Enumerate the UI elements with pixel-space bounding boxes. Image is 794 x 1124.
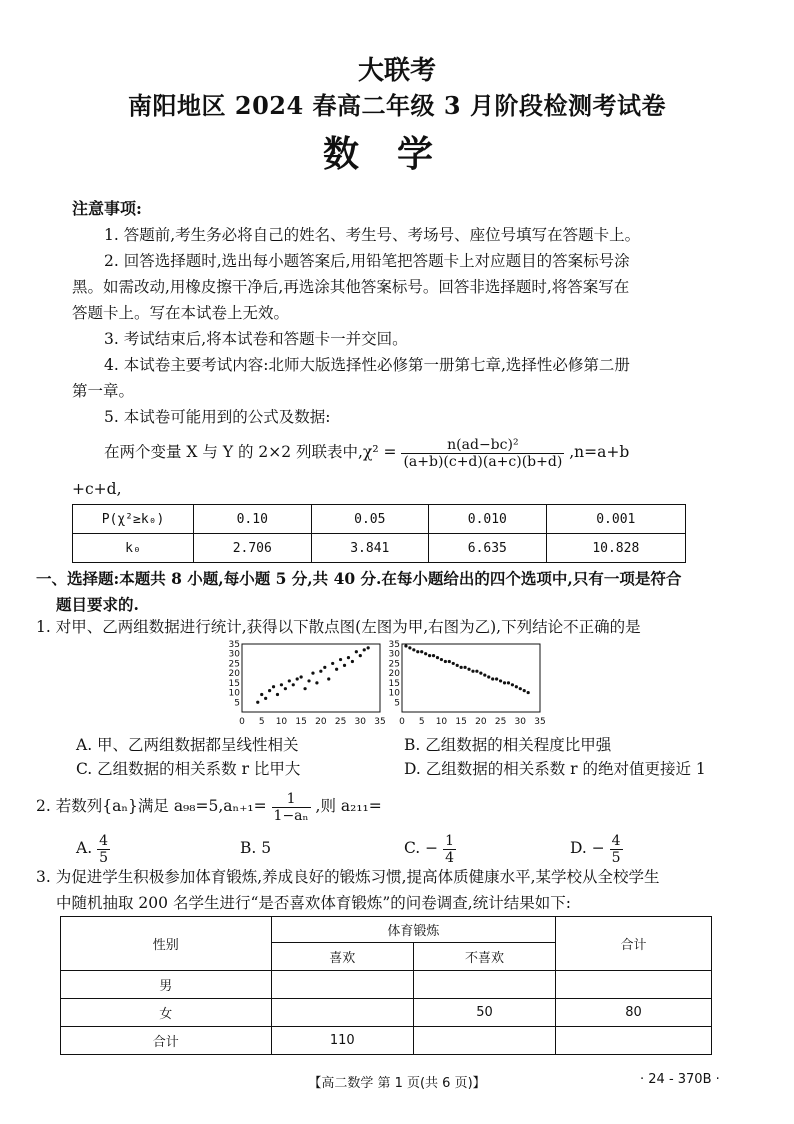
y-tick-label: 25 — [388, 659, 400, 670]
data-point — [288, 679, 291, 682]
data-point — [272, 685, 275, 688]
x-tick-label: 20 — [475, 717, 487, 727]
q2-option-c-num: 1 — [445, 832, 455, 849]
data-point — [412, 648, 415, 651]
data-point — [408, 646, 411, 649]
data-point — [440, 658, 443, 661]
q2-option-c — [404, 830, 456, 866]
x-tick-label: 25 — [494, 717, 507, 727]
formula-numerator: n(ad−bc)² — [401, 437, 564, 454]
data-point — [404, 644, 407, 647]
q2-option-a-label: A. — [76, 839, 93, 857]
y-tick-label: 20 — [228, 669, 240, 680]
scatter-chart-jia — [226, 640, 386, 727]
data-point — [268, 689, 271, 692]
notice-item-4-line-1: 4. 本试卷主要考试内容:北师大版选择性必修第一册第七章,选择性必修第二册 — [104, 356, 630, 374]
data-point — [479, 672, 482, 675]
data-point — [436, 656, 439, 659]
x-tick-label: 5 — [418, 717, 425, 727]
data-point — [515, 685, 518, 688]
y-tick-label: 15 — [228, 678, 240, 689]
notice-title: 注意事项: — [72, 199, 142, 218]
y-tick-label: 30 — [228, 649, 240, 660]
data-point — [363, 648, 366, 651]
critical-value-table — [72, 504, 686, 563]
x-tick-label: 15 — [455, 717, 467, 727]
x-tick-label: 25 — [334, 717, 347, 727]
notice-item-2-line-3: 答题卡上。写在本试卷上无效。 — [72, 304, 290, 322]
table-header-exercise: 体育锻炼 — [271, 917, 556, 943]
data-point — [507, 681, 510, 684]
data-point — [256, 701, 259, 704]
q2-stem — [36, 788, 382, 824]
paper-code: · 24 - 370B · — [640, 1072, 720, 1087]
data-point — [460, 666, 463, 669]
table-cell: 0.010 — [429, 505, 547, 534]
scatter-chart-yi — [386, 640, 546, 727]
x-tick-label: 35 — [374, 717, 386, 727]
data-point — [487, 675, 490, 678]
x-tick-label: 20 — [315, 717, 327, 727]
table-cell: 50 — [413, 999, 555, 1027]
data-point — [503, 681, 506, 684]
chart-frame-yi — [402, 644, 540, 712]
data-point — [296, 677, 299, 680]
q2-recurrence-fraction — [272, 791, 311, 824]
q2-option-a-num: 4 — [99, 832, 108, 849]
q2-option-b: B. 5 — [240, 839, 272, 857]
notice-item-2-line-2: 黑。如需改动,用橡皮擦干净后,再选涂其他答案标号。回答非选择题时,将答案写在 — [72, 278, 630, 296]
y-tick-label: 35 — [228, 640, 240, 650]
q3-stem-line-1: 3. 为促进学生积极参加体育锻炼,养成良好的锻炼习惯,提高体质健康水平,某学校从全校学生 — [36, 868, 660, 886]
data-point — [367, 646, 370, 649]
notice-item-4-line-2: 第一章。 — [72, 382, 135, 400]
notice-item-2-line-1: 2. 回答选择题时,选出每小题答案后,用铅笔把答题卡上对应题目的答案标号涂 — [104, 252, 630, 270]
notice-item-3: 3. 考试结束后,将本试卷和答题卡一并交回。 — [104, 330, 408, 348]
q1-option-a: A. 甲、乙两组数据都呈线性相关 — [76, 736, 299, 754]
table-row — [61, 1027, 712, 1055]
x-tick-label: 5 — [258, 717, 265, 727]
page-footer: 【高二数学 第 1 页(共 6 页)】 — [308, 1076, 486, 1091]
table-cell: 合计 — [61, 1027, 272, 1055]
formula-prefix: 在两个变量 X 与 Y 的 2×2 列联表中,χ² = — [104, 443, 397, 461]
data-point — [491, 677, 494, 680]
table-cell — [271, 999, 413, 1027]
table-cell: 男 — [61, 971, 272, 999]
data-point — [343, 664, 346, 667]
data-point — [483, 673, 486, 676]
data-point — [351, 660, 354, 663]
x-tick-label: 0 — [239, 717, 245, 727]
section-1-heading: 一、选择题:本题共 8 小题,每小题 5 分,共 40 分.在每小题给出的四个选项中,只有一项是符合 — [36, 569, 682, 588]
q1-stem: 1. 对甲、乙两组数据进行统计,获得以下散点图(左图为甲,右图为乙),下列结论不正确的是 — [36, 618, 641, 636]
q2-option-a-fraction — [97, 833, 110, 866]
q3-stem-line-2: 中随机抽取 200 名学生进行“是否喜欢体育锻炼”的问卷调查,统计结果如下: — [56, 894, 571, 912]
data-point — [523, 689, 526, 692]
data-point — [331, 662, 334, 665]
x-tick-label: 30 — [354, 717, 367, 727]
q2-option-d-label: D. − — [570, 839, 605, 857]
q2-frac-denominator: 1−aₙ — [273, 807, 309, 824]
table-cell — [556, 971, 712, 999]
data-point — [280, 683, 283, 686]
survey-contingency-table — [60, 916, 712, 1055]
data-point — [276, 693, 279, 696]
table-cell: 10.828 — [546, 534, 685, 563]
data-point — [307, 679, 310, 682]
q2-frac-numerator: 1 — [272, 791, 311, 808]
data-point — [519, 687, 522, 690]
formula-fraction — [401, 437, 564, 470]
table-cell: 女 — [61, 999, 272, 1027]
x-tick-label: 30 — [514, 717, 527, 727]
notice-item-1: 1. 答题前,考生务必将自己的姓名、考生号、考场号、座位号填写在答题卡上。 — [104, 226, 641, 244]
y-tick-label: 10 — [388, 688, 400, 699]
table-row — [73, 505, 686, 534]
chart-frame-jia — [242, 644, 380, 712]
x-tick-label: 0 — [399, 717, 405, 727]
data-point — [323, 666, 326, 669]
data-point — [428, 654, 431, 657]
data-point — [527, 691, 530, 694]
data-point — [300, 675, 303, 678]
table-cell — [413, 1027, 555, 1055]
data-point — [416, 650, 419, 653]
data-point — [292, 683, 295, 686]
table-cell — [413, 971, 555, 999]
y-tick-label: 5 — [394, 698, 400, 709]
exam-title: 南阳地区 2024 春高二年级 3 月阶段检测考试卷 — [128, 91, 666, 120]
q2-stem-prefix: 2. 若数列{aₙ}满足 a₉₈=5,aₙ₊₁= — [36, 797, 267, 815]
data-point — [467, 668, 470, 671]
q2-option-d-fraction — [610, 833, 623, 866]
table-cell — [556, 1027, 712, 1055]
data-point — [339, 658, 342, 661]
data-point — [335, 668, 338, 671]
data-point — [319, 670, 322, 673]
data-point — [315, 681, 318, 684]
q2-option-c-fraction — [443, 833, 456, 866]
notice-item-5: 5. 本试卷可能用到的公式及数据: — [104, 408, 331, 426]
data-point — [347, 656, 350, 659]
table-row — [61, 971, 712, 999]
table-row — [61, 999, 712, 1027]
table-cell: 0.10 — [194, 505, 312, 534]
q1-option-c: C. 乙组数据的相关系数 r 比甲大 — [76, 760, 301, 778]
table-row — [61, 917, 712, 943]
table-cell: 0.05 — [311, 505, 429, 534]
table-cell: 6.635 — [429, 534, 547, 563]
table-header-dislike: 不喜欢 — [413, 943, 555, 971]
x-tick-label: 10 — [275, 717, 288, 727]
data-point — [359, 654, 362, 657]
data-point — [327, 677, 330, 680]
data-point — [355, 650, 358, 653]
y-tick-label: 10 — [228, 688, 240, 699]
section-1-heading-cont: 题目要求的. — [56, 595, 139, 614]
table-cell: 2.706 — [194, 534, 312, 563]
q1-option-d: D. 乙组数据的相关系数 r 的绝对值更接近 1 — [404, 760, 706, 778]
data-point — [475, 670, 478, 673]
q2-option-d-num: 4 — [611, 832, 621, 849]
x-tick-label: 15 — [295, 717, 307, 727]
data-point — [448, 660, 451, 663]
q2-stem-suffix: ,则 a₂₁₁= — [315, 797, 382, 815]
table-cell: 3.841 — [311, 534, 429, 563]
data-point — [444, 660, 447, 663]
data-point — [432, 654, 435, 657]
q2-option-c-label: C. − — [404, 839, 439, 857]
data-point — [303, 687, 306, 690]
data-point — [264, 697, 267, 700]
table-cell: 110 — [271, 1027, 413, 1055]
table-header-gender: 性别 — [61, 917, 272, 971]
table-cell — [271, 971, 413, 999]
q1-option-b: B. 乙组数据的相关程度比甲强 — [404, 736, 612, 754]
q2-option-c-den: 4 — [445, 849, 455, 866]
y-tick-label: 30 — [388, 649, 400, 660]
data-point — [284, 687, 287, 690]
formula-denominator: (a+b)(c+d)(a+c)(b+d) — [403, 453, 563, 470]
y-tick-label: 15 — [388, 678, 400, 689]
data-point — [495, 677, 498, 680]
table-header-like: 喜欢 — [271, 943, 413, 971]
data-point — [463, 666, 466, 669]
formula-continuation: +c+d, — [72, 480, 122, 498]
chi-square-formula — [104, 434, 629, 470]
q2-option-d-den: 5 — [611, 849, 621, 866]
exam-brand: 大联考 — [357, 56, 436, 86]
table-cell: P(χ²≥k₀) — [73, 505, 194, 534]
subject-title: 数学 — [322, 133, 471, 175]
data-point — [511, 683, 514, 686]
table-row — [73, 534, 686, 563]
data-point — [456, 664, 459, 667]
x-tick-label: 10 — [435, 717, 448, 727]
data-point — [499, 679, 502, 682]
table-cell: k₀ — [73, 534, 194, 563]
data-point — [420, 650, 423, 653]
x-tick-label: 35 — [534, 717, 546, 727]
data-point — [424, 652, 427, 655]
data-point — [452, 662, 455, 665]
table-header-total: 合计 — [556, 917, 712, 971]
q2-option-a — [76, 830, 110, 866]
y-tick-label: 25 — [228, 659, 240, 670]
formula-suffix: ,n=a+b — [569, 443, 630, 461]
data-point — [260, 693, 263, 696]
data-point — [311, 672, 314, 675]
q2-option-d — [570, 830, 623, 866]
data-point — [471, 670, 474, 673]
y-tick-label: 35 — [388, 640, 400, 650]
table-cell: 0.001 — [546, 505, 685, 534]
y-tick-label: 20 — [388, 669, 400, 680]
y-tick-label: 5 — [234, 698, 240, 709]
q2-option-a-den: 5 — [99, 849, 108, 866]
table-cell: 80 — [556, 999, 712, 1027]
